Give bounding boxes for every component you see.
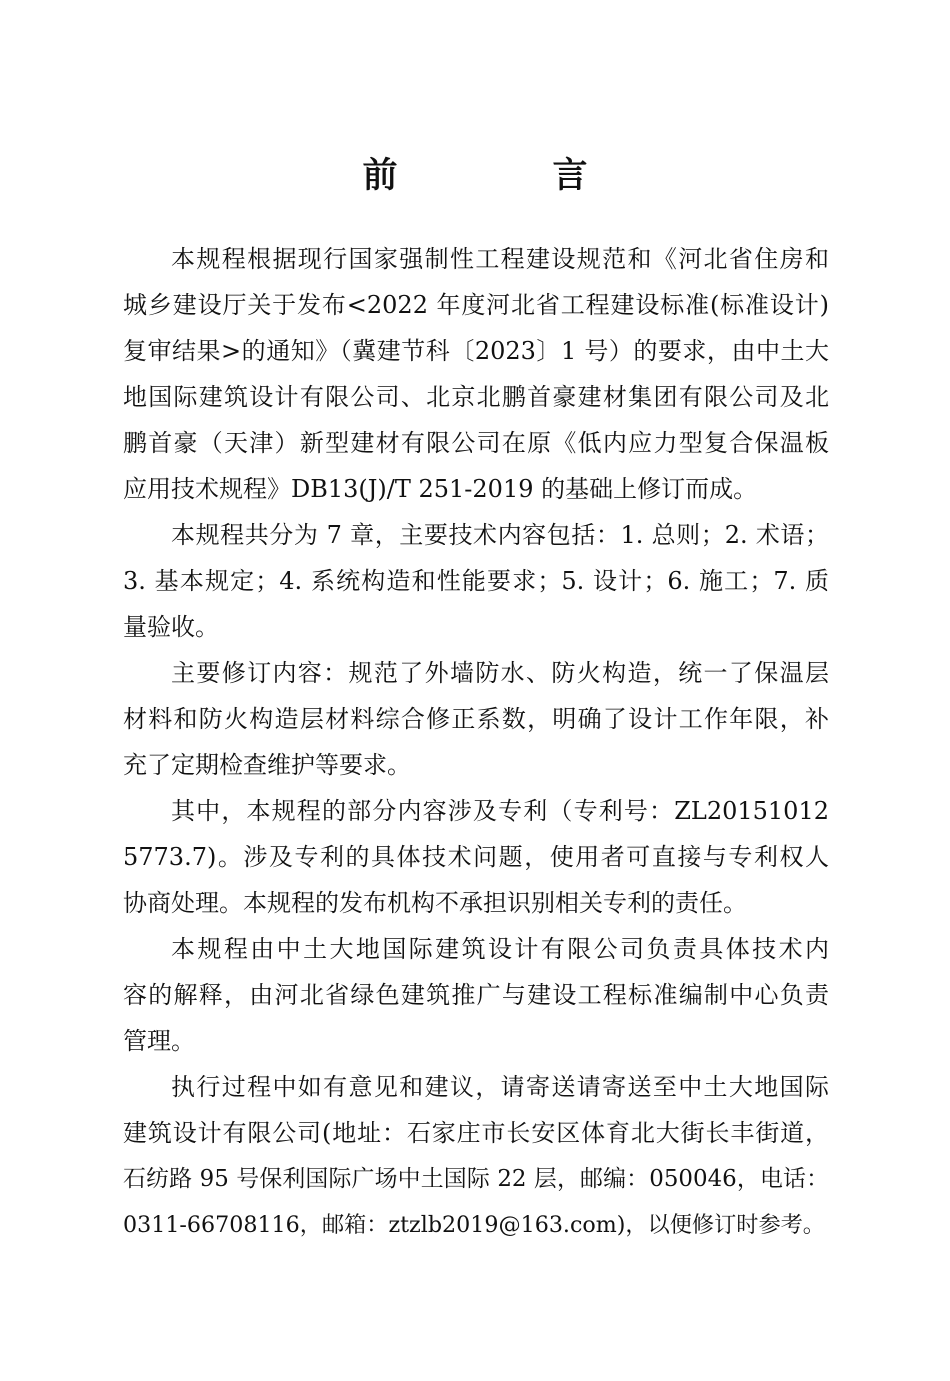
text-line: 3. 基本规定；4. 系统构造和性能要求；5. 设计；6. 施工；7. 质 bbox=[123, 567, 829, 595]
text-line: 主要修订内容：规范了外墙防水、防火构造，统一了保温层 bbox=[171, 659, 829, 687]
text-line: 地国际建筑设计有限公司、北京北鹏首豪建材集团有限公司及北 bbox=[123, 383, 829, 411]
paragraph-contact bbox=[123, 1064, 829, 1248]
text-line: 城乡建设厅关于发布<2022 年度河北省工程建设标准(标准设计) bbox=[123, 291, 829, 319]
text-line: 执行过程中如有意见和建议，请寄送请寄送至中土大地国际 bbox=[171, 1073, 829, 1101]
text-line: 协商处理。本规程的发布机构不承担识别相关专利的责任。 bbox=[123, 889, 747, 917]
paragraph-basis bbox=[123, 236, 829, 512]
text-line: 本规程根据现行国家强制性工程建设规范和《河北省住房和 bbox=[171, 245, 829, 273]
text-line: 应用技术规程》DB13(J)/T 251-2019 的基础上修订而成。 bbox=[123, 475, 758, 503]
page-title: 前 言 bbox=[362, 155, 648, 196]
paragraph-interpretation bbox=[123, 926, 829, 1064]
text-line: 其中，本规程的部分内容涉及专利（专利号：ZL20151012 bbox=[171, 797, 829, 825]
text-line: 石纺路 95 号保利国际广场中土国际 22 层，邮编：050046，电话： bbox=[123, 1166, 829, 1192]
preface-body bbox=[123, 236, 829, 1248]
text-line: 复审结果>的通知》（冀建节科〔2023〕1 号）的要求，由中土大 bbox=[123, 337, 829, 365]
text-line: 量验收。 bbox=[123, 613, 219, 641]
paragraph-patent bbox=[123, 788, 829, 926]
paragraph-chapters bbox=[123, 512, 829, 650]
text-line: 0311-66708116，邮箱：ztzlb2019@163.com)，以便修订时参考。 bbox=[123, 1212, 825, 1238]
text-line: 管理。 bbox=[123, 1027, 195, 1055]
text-line: 本规程共分为 7 章，主要技术内容包括：1. 总则；2. 术语； bbox=[171, 521, 829, 549]
paragraph-revisions bbox=[123, 650, 829, 788]
text-line: 本规程由中土大地国际建筑设计有限公司负责具体技术内 bbox=[171, 935, 829, 963]
text-line: 容的解释，由河北省绿色建筑推广与建设工程标准编制中心负责 bbox=[123, 981, 829, 1009]
text-line: 5773.7)。涉及专利的具体技术问题，使用者可直接与专利权人 bbox=[123, 843, 829, 871]
text-line: 建筑设计有限公司(地址：石家庄市长安区体育北大街长丰街道， bbox=[123, 1119, 829, 1147]
text-line: 充了定期检查维护等要求。 bbox=[123, 751, 411, 779]
text-line: 材料和防火构造层材料综合修正系数，明确了设计工作年限，补 bbox=[123, 705, 829, 733]
text-line: 鹏首豪（天津）新型建材有限公司在原《低内应力型复合保温板 bbox=[123, 429, 829, 457]
